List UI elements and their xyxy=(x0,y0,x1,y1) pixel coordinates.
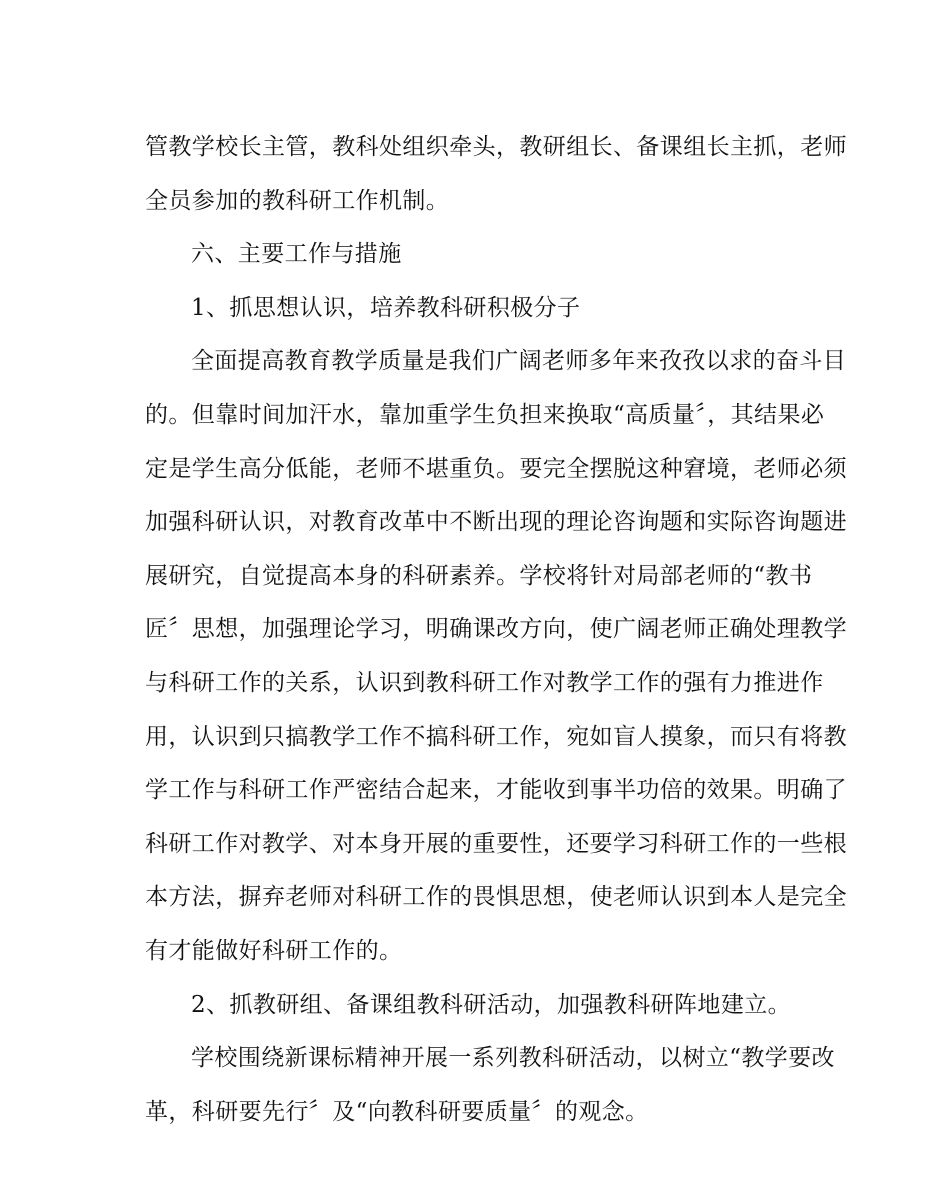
subsection-heading: 2、抓教研组、备课组教科研活动，加强教科研阵地建立。 xyxy=(191,991,792,1018)
subsection-heading: 1、抓思想认识，培养教科研积极分子 xyxy=(191,294,581,321)
text-line: 加强科研认识，对教育改革中不断出现的理论咨询题和实际咨询题进 xyxy=(145,509,847,536)
text-line: 学工作与科研工作严密结合起来，才能收到事半功倍的效果。明确了 xyxy=(145,777,847,804)
text-line: 全面提高教育教学质量是我们广阔老师多年来孜孜以求的奋斗目 xyxy=(191,348,847,375)
text-line: 革，科研要先行〞及“向教科研要质量〞的观念。 xyxy=(145,1098,649,1125)
document-body xyxy=(145,121,847,1139)
text-line: 用，认识到只搞教学工作不搞科研工作，宛如盲人摸象，而只有将教 xyxy=(145,723,847,750)
text-line: 管教学校长主管，教科处组织牵头，教研组长、备课组长主抓，老师 xyxy=(145,134,847,160)
text-line: 学校围绕新课标精神开展一系列教科研活动，以树立“教学要改 xyxy=(191,1045,835,1072)
text-line: 定是学生高分低能，老师不堪重负。要完全摆脱这种窘境，老师必须 xyxy=(145,455,847,482)
text-line: 有才能做好科研工作的。 xyxy=(145,937,403,964)
text-line: 全员参加的教科研工作机制。 xyxy=(145,187,450,214)
text-line: 的。但靠时间加汗水，靠加重学生负担来换取“高质量〞，其结果必 xyxy=(145,401,825,428)
text-line: 本方法，摒弃老师对科研工作的畏惧思想，使老师认识到本人是完全 xyxy=(145,884,847,911)
text-line: 展研究，自觉提高本身的科研素养。学校将针对局部老师的“教书 xyxy=(145,562,813,589)
text-line: 匠〞思想，加强理论学习，明确课改方向，使广阔老师正确处理教学 xyxy=(145,616,847,643)
text-line: 与科研工作的关系，认识到教科研工作对教学工作的强有力推进作 xyxy=(145,669,824,696)
section-heading: 六、主要工作与措施 xyxy=(191,241,402,268)
text-line: 科研工作对教学、对本身开展的重要性，还要学习科研工作的一些根 xyxy=(145,830,847,857)
